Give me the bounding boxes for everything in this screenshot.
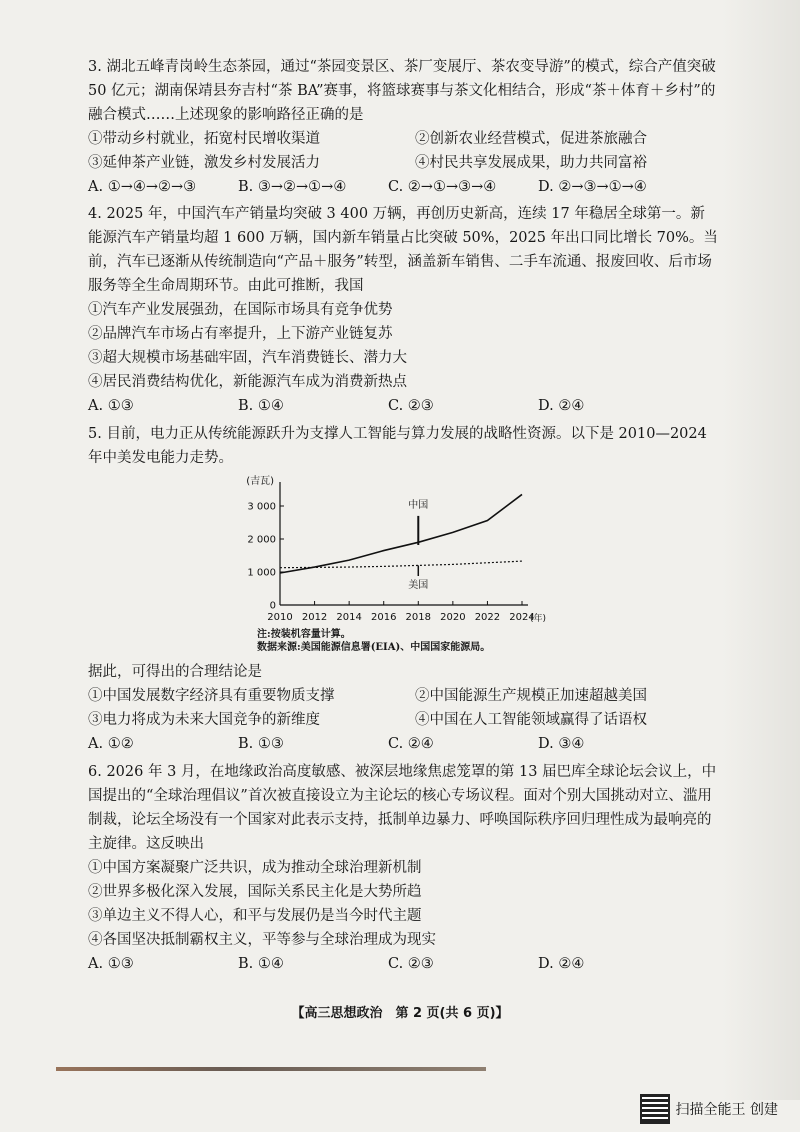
x-tick-label: 2024 <box>509 612 535 623</box>
answer-choice[interactable]: B. ①④ <box>238 398 284 414</box>
answer-choice[interactable]: B. ①③ <box>238 736 284 752</box>
question-5-answers <box>88 732 718 756</box>
series-label-china: 中国 <box>408 499 429 511</box>
x-tick-label: 2018 <box>405 612 432 623</box>
y-tick-label: 3 000 <box>247 501 276 513</box>
question-6-stem: 6. 2026 年 3 月，在地缘政治高度敏感、被深层地缘焦虑笼罩的第 13 届巴库全球论坛会议上，中国提出的“全球治理倡议”首次被直接设立为主论坛的核心专场议程。面对个别大国挑动对立、滥用制裁，论坛全场没有一个国家对此表示支持，抵制单边暴力、呼唤国际秩序回归理性成为最响亮的主旋律。这反映出 <box>88 764 717 852</box>
answer-choice[interactable]: A. ①② <box>88 736 134 752</box>
chart-note: 注:按装机容量计算。 <box>257 629 351 640</box>
question-3-stem: 3. 湖北五峰青岗岭生态茶园，通过“茶园变景区、茶厂变展厅、茶农变导游”的模式，综合产值突破 50 亿元；湖南保靖县夯吉村“茶 BA”赛事，将篮球赛事与茶文化相结合，形成“茶＋体育＋乡村”的融合模式……上述现象的影响路径正确的是 <box>88 59 716 123</box>
option: ②中国能源生产规模正加速超越美国 <box>415 688 647 704</box>
answer-choice[interactable]: A. ①③ <box>88 956 134 972</box>
series-line-0 <box>280 494 522 573</box>
scan-edge-shade <box>722 0 800 1100</box>
page-footer: 【高三思想政治 第 2 页(共 6 页)】 <box>291 1006 509 1021</box>
option: ①中国方案凝聚广泛共识，成为推动全球治理新机制 <box>88 860 422 876</box>
option: ②世界多极化深入发展，国际关系民主化是大势所趋 <box>88 884 422 900</box>
option: ①中国发展数字经济具有重要物质支撑 <box>88 688 335 704</box>
power-capacity-chart <box>232 470 547 650</box>
scan-artifact-bar <box>56 1067 486 1071</box>
watermark-text: 扫描全能王 创建 <box>675 1102 778 1118</box>
question-5-options <box>88 684 718 732</box>
x-tick-label: 2022 <box>474 612 501 623</box>
x-tick-label: 2016 <box>370 612 397 623</box>
series-label-usa: 美国 <box>408 580 429 591</box>
option: ②创新农业经营模式，促进茶旅融合 <box>415 131 647 147</box>
answer-choice[interactable]: C. ②③ <box>388 398 434 414</box>
option: ③延伸茶产业链，激发乡村发展活力 <box>88 155 320 171</box>
question-3-options <box>88 127 718 175</box>
x-tick-label: 2020 <box>440 612 466 623</box>
qr-code-icon <box>640 1094 670 1124</box>
option: ③单边主义不得人心，和平与发展仍是当今时代主题 <box>88 908 422 924</box>
option: ③超大规模市场基础牢固，汽车消费链长、潜力大 <box>88 350 407 366</box>
question-4-answers <box>88 394 718 418</box>
y-axis-label: (吉瓦) <box>246 476 274 487</box>
answer-choice[interactable]: C. ②③ <box>388 956 434 972</box>
question-5 <box>88 422 718 470</box>
question-6-answers <box>88 952 718 976</box>
question-4 <box>88 202 718 418</box>
option: ②品牌汽车市场占有率提升，上下游产业链复苏 <box>88 326 393 342</box>
answer-choice[interactable]: D. ②④ <box>538 956 585 972</box>
chart-source: 数据来源:美国能源信息署(EIA)、中国国家能源局。 <box>257 642 491 653</box>
y-tick-label: 1 000 <box>247 567 276 579</box>
answer-choice[interactable]: D. ③④ <box>538 736 585 752</box>
answer-choice[interactable]: A. ①→④→②→③ <box>88 179 197 195</box>
option: ④村民共享发展成果，助力共同富裕 <box>415 155 647 171</box>
question-4-stem: 4. 2025 年，中国汽车产销量均突破 3 400 万辆，再创历史新高，连续 17 年稳居全球第一。新能源汽车产销量均超 1 600 万辆，国内新车销量占比突破 50%，2025 年出口同比增长 70%。当前，汽车已逐渐从传统制造向“产品＋服务”转型，涵盖新车销售、二手车流通、报废回收、后市场服务等全生命周期环节。由此可推断，我国 <box>88 206 718 294</box>
answer-choice[interactable]: D. ②→③→①→④ <box>538 179 647 195</box>
y-tick-label: 2 000 <box>247 534 276 546</box>
option: ①汽车产业发展强劲，在国际市场具有竞争优势 <box>88 302 393 318</box>
question-3-answers <box>88 175 718 199</box>
answer-choice[interactable]: B. ③→②→①→④ <box>238 179 347 195</box>
x-axis-label: (年) <box>529 614 547 624</box>
x-tick-label: 2012 <box>301 612 328 623</box>
question-3 <box>88 55 718 199</box>
question-5-prompt: 据此，可得出的合理结论是 <box>88 664 262 680</box>
option: ④各国坚决抵制霸权主义，平等参与全球治理成为现实 <box>88 932 436 948</box>
option: ④居民消费结构优化，新能源汽车成为消费新热点 <box>88 374 407 390</box>
x-tick-label: 2010 <box>267 612 293 623</box>
question-5-body <box>88 660 718 756</box>
y-tick-label: 0 <box>269 600 276 612</box>
option: ①带动乡村就业，拓宽村民增收渠道 <box>88 131 320 147</box>
answer-choice[interactable]: A. ①③ <box>88 398 134 414</box>
scanner-watermark <box>640 1094 778 1124</box>
answer-choice[interactable]: B. ①④ <box>238 956 284 972</box>
option: ③电力将成为未来大国竞争的新维度 <box>88 712 320 728</box>
chart-svg <box>232 470 547 650</box>
answer-choice[interactable]: D. ②④ <box>538 398 585 414</box>
answer-choice[interactable]: C. ②④ <box>388 736 434 752</box>
x-tick-label: 2014 <box>336 612 362 623</box>
question-5-stem: 5. 目前，电力正从传统能源跃升为支撑人工智能与算力发展的战略性资源。以下是 2010—2024 年中美发电能力走势。 <box>88 426 707 466</box>
option: ④中国在人工智能领域赢得了话语权 <box>415 712 647 728</box>
answer-choice[interactable]: C. ②→①→③→④ <box>388 179 497 195</box>
question-6 <box>88 760 718 976</box>
